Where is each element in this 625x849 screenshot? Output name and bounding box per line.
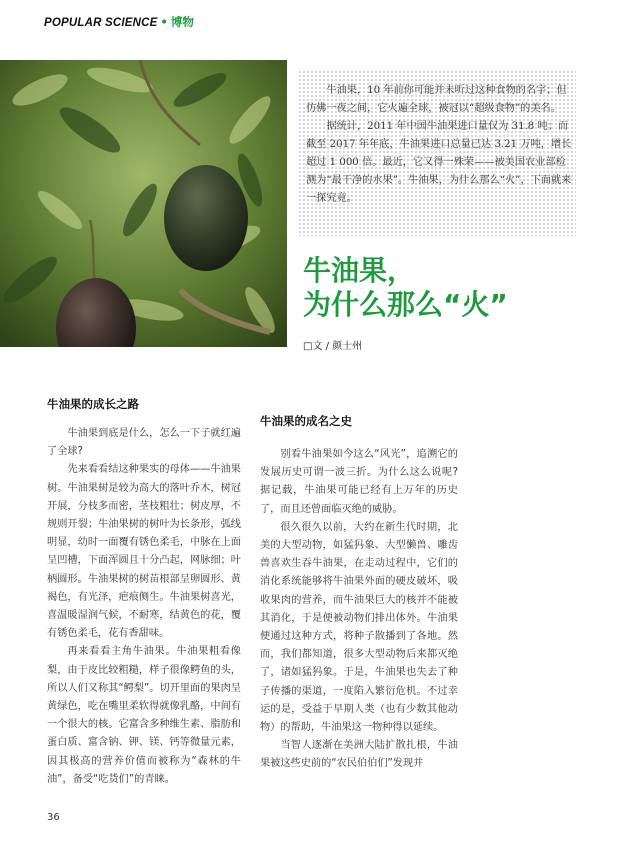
body-paragraph: 先来看看结这种果实的母体——牛油果树。牛油果树是较为高大的落叶乔木，树冠开展，分枝多而密，茎枝粗壮；树皮厚，不规则开裂；牛油果树的树叶为长条形，弧线明显，幼时一面覆有锈色柔毛，中脉在上面呈凹槽，下面浑圆且十分凸起，网脉细；叶柄圆形。牛油果树的树苗根部呈卵圆形、黄褐色，有光泽，疤痕侧生。牛油果树喜光，喜温暖湿润气候，不耐寒，结黄色的花，覆有锈色柔毛，花有香甜味。 [47, 464, 241, 640]
body-paragraph: 再来看看主角牛油果。牛油果粗看像梨，由于皮比较粗糙，样子很像鳄鱼的头，所以人们又称其“鳄梨”。切开里面的果肉呈黄绿色，吃在嘴里柔软得就像乳酪，中间有一个很大的核。它富含多种维生素、脂肪和蛋白质、富含钠、钾、镁、钙等微量元素，因其极高的营养价值而被称为“森林的牛油”，备受“吃货们”的青睐。 [47, 646, 241, 785]
body-paragraph: 很久很久以前，大约在新生代时期，北美的大型动物，如猛犸象、大型懒兽、雕齿兽喜欢生吞牛油果，在走动过程中，它们的消化系统能够将牛油果外面的硬皮破坏，吸收果肉的营养，而牛油果巨大的核并不能被其消化，于是便被动物们排出体外。牛油果便通过这种方式，将种子散播到了各地。然而，我们都知道，很多大型动物后来都灭绝了，诸如猛犸象。于是，牛油果也失去了种子传播的渠道，一度陷入繁衍危机。不过幸运的是，受益于早期人类（也有少数其他动物）的帮助，牛油果这一物种得以延续。 [260, 521, 458, 734]
title-line-2: 为什么那么“火” [303, 288, 508, 321]
title-line-1: 牛油果， [303, 254, 416, 287]
magazine-section-cn: 博物 [170, 15, 194, 29]
right-column [260, 413, 458, 774]
body-paragraph: 别看牛油果如今这么“风光”，追溯它的发展历史可谓一波三折。为什么这么说呢? 据记载，牛油果可能已经有上万年的历史了，而且还曾面临灭绝的威胁。 [260, 449, 458, 515]
author-byline: □文 / 颜士州 [303, 341, 363, 352]
intro-box [298, 70, 576, 236]
page-number: 36 [47, 812, 60, 823]
body-paragraph: 当智人逐渐在美洲大陆扩散扎根，牛油果被这些史前的“农民伯伯们”发现并 [260, 740, 458, 770]
header-separator: • [160, 15, 168, 29]
section-heading: 牛油果的成长之路 [47, 397, 139, 411]
magazine-section-en: POPULAR SCIENCE [44, 17, 158, 29]
left-column [47, 396, 241, 789]
section-heading: 牛油果的成名之史 [260, 414, 352, 428]
page-header [44, 14, 194, 30]
article-title [303, 254, 508, 322]
body-paragraph: 牛油果到底是什么，怎么一下子就红遍了全球? [47, 428, 241, 458]
avocado-photo [0, 60, 287, 347]
intro-paragraph: 据统计，2011 年中国牛油果进口量仅为 31.8 吨；而截至 2017 年年底，牛油果进口总量已达 3.21 万吨，增长超过 1 000 倍。最近，它又得一殊荣——被美国农业部检测为“最干净的水果”。牛油果，为什么那么“火”，下面就来一探究竟。 [306, 121, 572, 204]
intro-paragraph: 牛油果，10 年前你可能并未听过这种食物的名字；但仿佛一夜之间，它火遍全球，被冠以“超级食物”的美名。 [306, 85, 567, 114]
